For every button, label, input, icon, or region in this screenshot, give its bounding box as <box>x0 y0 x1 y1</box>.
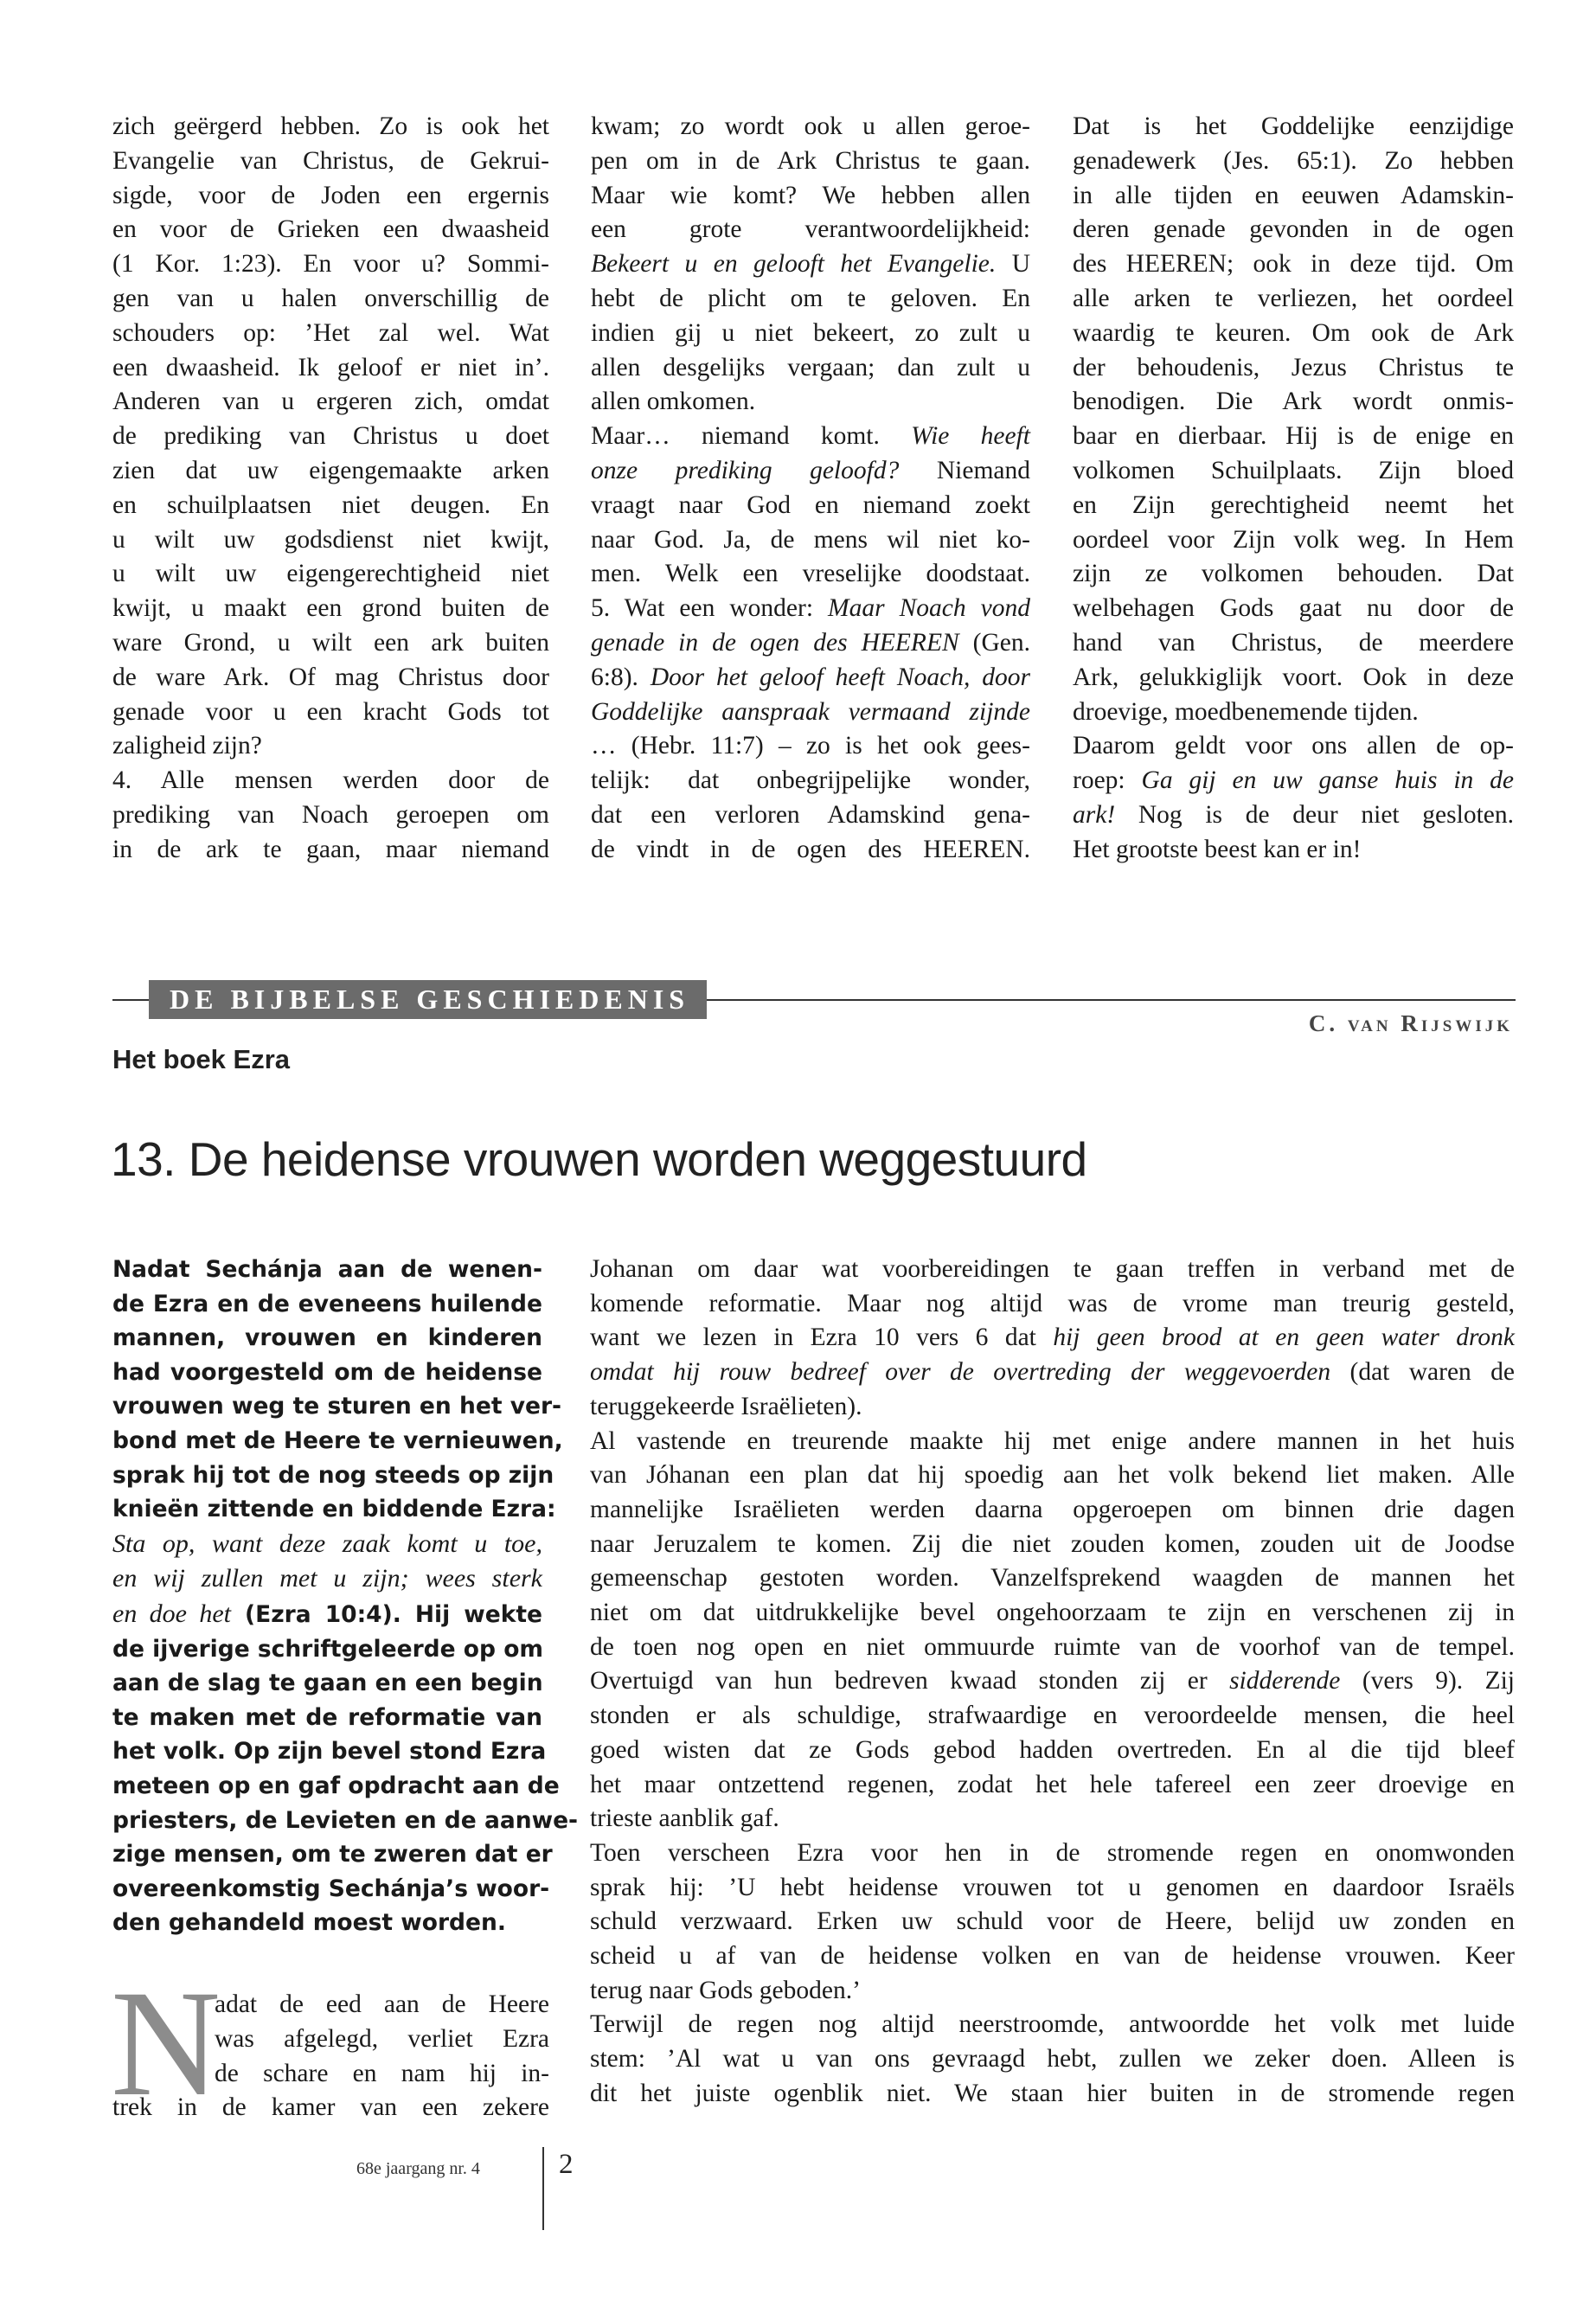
text-line: Toen verscheen Ezra voor hen in de stromende regen en onomwonden <box>590 1838 1515 1867</box>
text-line: kwijt, u maakt een grond buiten de <box>112 594 549 623</box>
text-line: volkomen Schuilplaats. Zijn bloed <box>1073 456 1514 484</box>
text-line <box>591 695 1030 730</box>
text-line: Daarom geldt voor ons allen de op- <box>1073 732 1514 760</box>
drop-cap: N <box>111 1959 221 2128</box>
text-line: schuld verzwaard. Erken uw schuld voor de Heere, belijd uw zonden en <box>590 1907 1515 1936</box>
text-line: een dwaasheid. Ik geloof er niet in’. <box>112 353 549 381</box>
text-line: naar Jeruzalem te komen. Zij die niet zouden komen, zouden uit de Joodse <box>590 1529 1515 1558</box>
scripture-quote: Sta op, want deze zaak komt u toe, <box>112 1529 542 1558</box>
text-line: teruggekeerde Israëlieten). <box>590 1392 862 1420</box>
text-line: zaligheid zijn? <box>112 732 262 760</box>
text-fragment: Overtuigd van hun bedreven kwaad stonden zij er <box>590 1667 1230 1695</box>
text-line <box>591 661 1030 695</box>
text-line: waardig te keuren. Om ook de Ark <box>1073 318 1514 347</box>
text-line <box>591 420 1030 454</box>
text-line: had voorgesteld om de heidense <box>112 1358 542 1386</box>
text-line: en voor de Grieken een dwaasheid <box>112 215 549 244</box>
text-line: 4. Alle mensen werden door de <box>112 766 549 795</box>
scripture-quote: en doe het <box>112 1599 231 1628</box>
text-line: adat de eed aan de Heere <box>215 1990 549 2018</box>
text-line: indien gij u niet bekeert, zo zult u <box>591 318 1030 347</box>
text-line: meteen op en gaf opdracht aan de <box>112 1772 560 1799</box>
text-line: zien dat uw eigengemaakte arken <box>112 456 549 484</box>
text-line: in alle tijden en eeuwen Adamskin- <box>1073 181 1514 209</box>
text-line: stem: ’Al wat u van ons gevraagd hebt, zullen we zeker doen. Alleen is <box>590 2045 1515 2073</box>
text-line <box>112 1561 542 1597</box>
text-line <box>591 592 1030 626</box>
text-line: Anderen van u ergeren zich, omdat <box>112 388 549 416</box>
footer-divider <box>542 2147 544 2230</box>
text-line: niet om dat uitdrukkelijke bevel ongehoorzaam te zijn en verschenen zij in <box>590 1599 1515 1627</box>
text-line <box>591 626 1030 661</box>
text-line: mannen, vrouwen en kinderen <box>112 1324 542 1352</box>
text-line: Maar wie komt? We hebben allen <box>591 181 1030 209</box>
text-line: ware Grond, u wilt een ark buiten <box>112 628 549 657</box>
text-line: het maar ontzettend regenen, zodat het hele tafereel een zeer droevige en <box>590 1770 1515 1798</box>
text-fragment: 6:8). <box>591 663 651 691</box>
text-line <box>112 1527 542 1562</box>
text-line: goed wisten dat ze Gods gebod hadden overtreden. En al die tijd bleef <box>590 1735 1515 1764</box>
text-line: u wilt uw godsdienst niet kwijt, <box>112 525 549 554</box>
column-2 <box>591 110 1030 868</box>
text-line: aan de slag te gaan en een begin <box>112 1670 543 1697</box>
text-fragment: want we lezen in Ezra 10 vers 6 dat <box>590 1324 1054 1352</box>
text-line: de ijverige schriftgeleerde op om <box>112 1635 544 1663</box>
text-line: den gehandeld moest worden. <box>112 1909 506 1937</box>
text-line: en Zijn gerechtigheid neemt het <box>1073 490 1514 519</box>
text-line: sigde, voor de Joden een ergernis <box>112 181 549 209</box>
continuation-paragraph <box>112 1988 549 2125</box>
text-fragment: (Gen. <box>958 628 1030 657</box>
text-line: de vindt in de ogen des HEEREN. <box>591 835 1030 863</box>
text-line: Het grootste beest kan er in! <box>1073 835 1362 863</box>
text-line: en schuilplaatsen niet deugen. En <box>112 490 549 519</box>
text-line: hand van Christus, de meerdere <box>1073 628 1514 657</box>
text-line: dat een verloren Adamskind gena- <box>591 800 1030 829</box>
scripture-quote: Door het geloof heeft Noach, door <box>650 663 1030 691</box>
text-line: … (Hebr. 11:7) – zo is het ook gees- <box>591 732 1030 760</box>
text-line <box>590 1356 1515 1390</box>
column-1 <box>112 110 549 868</box>
text-line: oordeel voor Zijn volk weg. In Hem <box>1073 525 1514 554</box>
text-line: zich geërgerd hebben. Zo is ook het <box>112 112 549 140</box>
scripture-quote: Wie heeft <box>911 422 1030 451</box>
scripture-quote: genade in de ogen des HEEREN <box>591 628 959 657</box>
text-line: Evangelie van Christus, de Gekrui- <box>112 146 549 175</box>
chapter-title: 13. De heidense vrouwen worden weggestuurd <box>111 1132 1087 1186</box>
text-line: welbehagen Gods gaat nu door de <box>1073 594 1514 623</box>
text-line: zijn ze volkomen behouden. Dat <box>1073 560 1514 588</box>
text-line: Johanan om daar wat voorbereidingen te gaan treffen in verband met de <box>590 1255 1515 1283</box>
text-line: te maken met de reformatie van <box>112 1703 542 1731</box>
text-line: sprak hij tot de nog steeds op zijn <box>112 1461 554 1489</box>
text-line: Dat is het Goddelijke eenzijdige <box>1073 112 1514 140</box>
text-line: priesters, de Levieten en de aanwe- <box>112 1806 579 1834</box>
section-label: DE BIJBELSE GESCHIEDENIS <box>149 980 707 1019</box>
text-line: naar God. Ja, de mens wil niet ko- <box>591 525 1030 554</box>
text-line: telijk: dat onbegrijpelijke wonder, <box>591 766 1030 795</box>
scripture-quote: Bekeert u en gelooft het Evangelie. <box>591 250 997 279</box>
text-line: de schare en nam hij in- <box>215 2059 549 2087</box>
text-line: sprak hij: ’U hebt heidense vrouwen tot u genomen en daardoor Israëls <box>590 1873 1515 1901</box>
text-line: deren genade gevonden in de ogen <box>1073 215 1514 244</box>
text-line: de toen nog open en niet ommuurde ruimte van de voorhof van de tempel. <box>590 1632 1515 1661</box>
column-3 <box>1073 110 1514 868</box>
text-line <box>112 1597 542 1632</box>
text-line: Terwijl de regen nog altijd neerstroomde, antwoordde het volk met luide <box>590 2010 1515 2039</box>
text-line: terug naar Gods geboden.’ <box>590 1976 861 2004</box>
text-line: het volk. Op zijn bevel stond Ezra <box>112 1738 547 1766</box>
text-line: genadewerk (Jes. 65:1). Zo hebben <box>1073 146 1514 175</box>
text-line: komende reformatie. Maar nog altijd was de vrome man treurig gesteld, <box>590 1289 1515 1317</box>
text-line: de prediking van Christus u doet <box>112 422 549 451</box>
text-line: u wilt uw eigengerechtigheid niet <box>112 560 549 588</box>
text-line: scheid u af van de heidense volken en van de heidense vrouwen. Keer <box>590 1942 1515 1971</box>
text-line: benodigen. Die Ark wordt onmis- <box>1073 388 1514 416</box>
scripture-quote: en wij zullen met u zijn; wees sterk <box>112 1564 542 1593</box>
text-line <box>591 247 1030 282</box>
text-fragment: Maar… niemand komt. <box>591 422 912 451</box>
scripture-quote: hij geen brood at en geen water dronk <box>1053 1324 1515 1352</box>
text-fragment: Nog is de deur niet gesloten. <box>1115 800 1514 829</box>
text-fragment: 5. Wat een wonder: <box>591 594 829 623</box>
text-line: kwam; zo wordt ook u allen geroe- <box>591 112 1030 140</box>
text-line <box>590 1664 1515 1699</box>
text-line: prediking van Noach geroepen om <box>112 800 549 829</box>
text-line: vrouwen weg te sturen en het ver- <box>112 1393 562 1420</box>
scripture-quote: ark! <box>1073 800 1116 829</box>
scripture-quote: sidderende <box>1229 1667 1341 1695</box>
text-line <box>591 454 1030 489</box>
text-line: Ark, gelukkiglijk voort. Ook in deze <box>1073 663 1514 691</box>
author-name: C. van Rijswijk <box>1308 1010 1513 1036</box>
text-line: gen van u halen onverschillig de <box>112 284 549 312</box>
scripture-quote: Ga gij en uw ganse huis in de <box>1141 766 1514 795</box>
text-line: de Ezra en de eveneens huilende <box>112 1290 542 1317</box>
text-line: trieste aanblik gaf. <box>590 1804 779 1833</box>
text-fragment: roep: <box>1073 766 1142 795</box>
text-line: in de ark te gaan, maar niemand <box>112 835 549 863</box>
text-line: allen desgelijks vergaan; dan zult u <box>591 353 1030 381</box>
issue-label: 68e jaargang nr. 4 <box>356 2159 480 2178</box>
text-fragment: U <box>996 250 1030 279</box>
text-line: een grote verantwoordelijkheid: <box>591 215 1030 244</box>
scripture-quote: Goddelijke aanspraak vermaand zijnde <box>591 697 1030 726</box>
text-line: zige mensen, om te zweren dat er <box>112 1841 553 1868</box>
text-line: Nadat Sechánja aan de wenen- <box>112 1256 542 1283</box>
text-fragment: (Ezra 10:4). Hij wekte <box>230 1600 542 1628</box>
text-line: schouders op: ’Het zal wel. Wat <box>112 318 549 347</box>
text-fragment: (vers 9). Zij <box>1340 1667 1515 1695</box>
scripture-quote: Maar Noach vond <box>828 594 1031 623</box>
text-line: dit het juiste ogenblik niet. We staan hier buiten in de stromende regen <box>590 2079 1515 2107</box>
text-line: van Jóhanan een plan dat hij spoedig aan het volk bekend liet maken. Alle <box>590 1461 1515 1490</box>
text-line: hebt de plicht om te geloven. En <box>591 284 1030 312</box>
text-fragment: (dat waren de <box>1330 1358 1516 1387</box>
text-line: bond met de Heere te vernieuwen, <box>112 1426 563 1454</box>
text-fragment: Niemand <box>899 456 1030 484</box>
text-line <box>1073 798 1514 833</box>
text-line <box>590 1321 1515 1356</box>
text-line: overeenkomstig Sechánja’s woor- <box>112 1875 550 1902</box>
text-line: pen om in de Ark Christus te gaan. <box>591 146 1030 175</box>
main-column <box>590 1253 1515 2112</box>
text-line: stonden er als schuldige, strafwaardige en veroordeelde mensen, die heel <box>590 1702 1515 1730</box>
text-line: droevige, moedbenemende tijden. <box>1073 697 1419 726</box>
text-line: der behoudenis, Jezus Christus te <box>1073 353 1514 381</box>
scripture-quote: omdat hij rouw bedreef over de overtreding der weggevoerden <box>590 1358 1331 1387</box>
text-line: des HEEREN; ook in deze tijd. Om <box>1073 250 1514 279</box>
text-line: mannelijke Israëlieten werden daarna opgeroepen om binnen drie dagen <box>590 1495 1515 1523</box>
text-line: baar en dierbaar. Hij is de enige en <box>1073 422 1514 451</box>
text-line: gemeenschap gestoten worden. Vanzelfsprekend waagden de mannen het <box>590 1564 1515 1593</box>
text-line: (1 Kor. 1:23). En voor u? Sommi- <box>112 250 549 279</box>
text-line: trek in de kamer van een zekere <box>112 2093 549 2122</box>
text-line: allen omkomen. <box>591 388 756 416</box>
text-line: alle arken te verliezen, het oordeel <box>1073 284 1514 312</box>
page-number: 2 <box>559 2149 574 2180</box>
scripture-quote: onze prediking geloofd? <box>591 456 900 484</box>
text-line <box>1073 764 1514 798</box>
text-line: de ware Ark. Of mag Christus door <box>112 663 549 691</box>
text-line: genade voor u een kracht Gods tot <box>112 697 549 726</box>
text-line: men. Welk een vreselijke doodstaat. <box>591 560 1030 588</box>
book-title: Het boek Ezra <box>112 1044 291 1074</box>
intro-paragraph <box>112 1253 579 1940</box>
text-line: was afgelegd, verliet Ezra <box>215 2024 549 2053</box>
text-line: vraagt naar God en niemand zoekt <box>591 490 1030 519</box>
text-line: Al vastende en treurende maakte hij met enige andere mannen in het huis <box>590 1426 1515 1455</box>
text-line: knieën zittende en biddende Ezra: <box>112 1496 556 1523</box>
